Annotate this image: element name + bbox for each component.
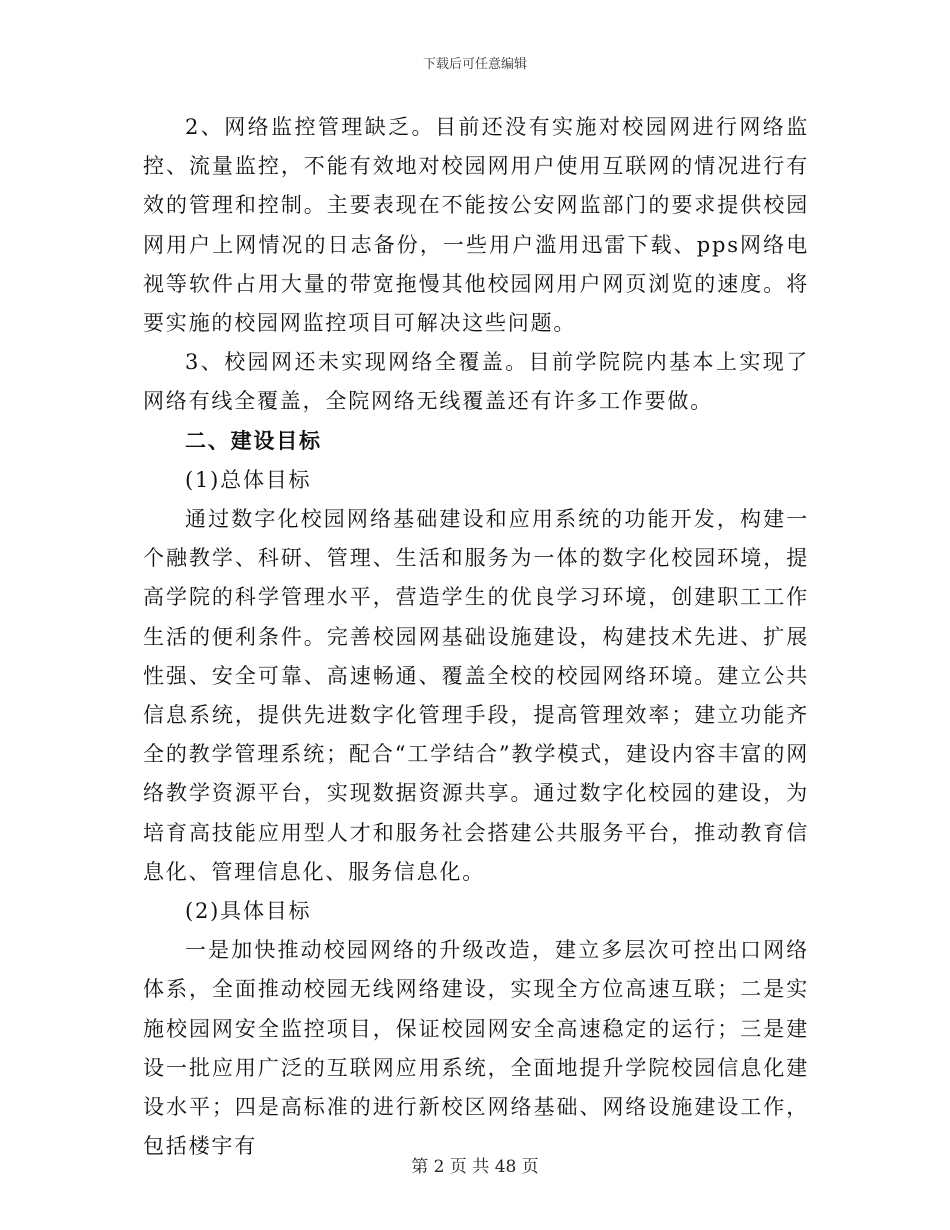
page-footer: 第 2 页 共 48 页 <box>411 1157 539 1177</box>
paragraph-overall-goal: 通过数字化校园网络基础建设和应用系统的功能开发，构建一个融教学、科研、管理、生活和服务为一体的数字化校园环境，提高学院的科学管理水平，营造学生的优良学习环境，创建职工工作生活的便利条件。完善校园网基础设施建设，构建技术先进、扩展性强、安全可靠、高速畅通、覆盖全校的校园网络环境。建立公共信息系统，提供先进数字化管理手段，提高管理效率；建立功能齐全的教学管理系统；配合“工学结合”教学模式，建设内容丰富的网络教学资源平台，实现数据资源共享。通过数字化校园的建设，为培育高技能应用型人才和服务社会搭建公共服务平台，推动教育信息化、管理信息化、服务信息化。 <box>143 507 809 884</box>
paragraph-specific-goal: 一是加快推动校园网络的升级改造，建立多层次可控出口网络体系，全面推动校园无线网络建设，实现全方位高速互联；二是实施校园网安全监控项目，保证校园网安全高速稳定的运行；三是建设一批应用广泛的互联网应用系统，全面地提升学院校园信息化建设水平；四是高标准的进行新校区网络基础、网络设施建设工作，包括楼宇有 <box>143 938 809 1159</box>
subheading-specific-goal: (2)具体目标 <box>185 899 312 924</box>
paragraph-network-monitoring: 2、网络监控管理缺乏。目前还没有实施对校园网进行网络监控、流量监控，不能有效地对校园网用户使用互联网的情况进行有效的管理和控制。主要表现在不能按公安网监部门的要求提供校园网用户上网情况的日志备份，一些用户滥用迅雷下载、pps网络电视等软件占用大量的带宽拖慢其他校园网用户网页浏览的速度。将要实施的校园网监控项目可解决这些问题。 <box>143 115 809 336</box>
header-note: 下载后可任意编辑 <box>422 57 527 72</box>
section-heading: 二、建设目标 <box>185 428 322 453</box>
paragraph-network-coverage: 3、校园网还未实现网络全覆盖。目前学院院内基本上实现了网络有线全覆盖，全院网络无线覆盖还有许多工作要做。 <box>143 350 809 414</box>
document-body <box>143 108 809 1166</box>
subheading-overall-goal: (1)总体目标 <box>185 467 312 492</box>
